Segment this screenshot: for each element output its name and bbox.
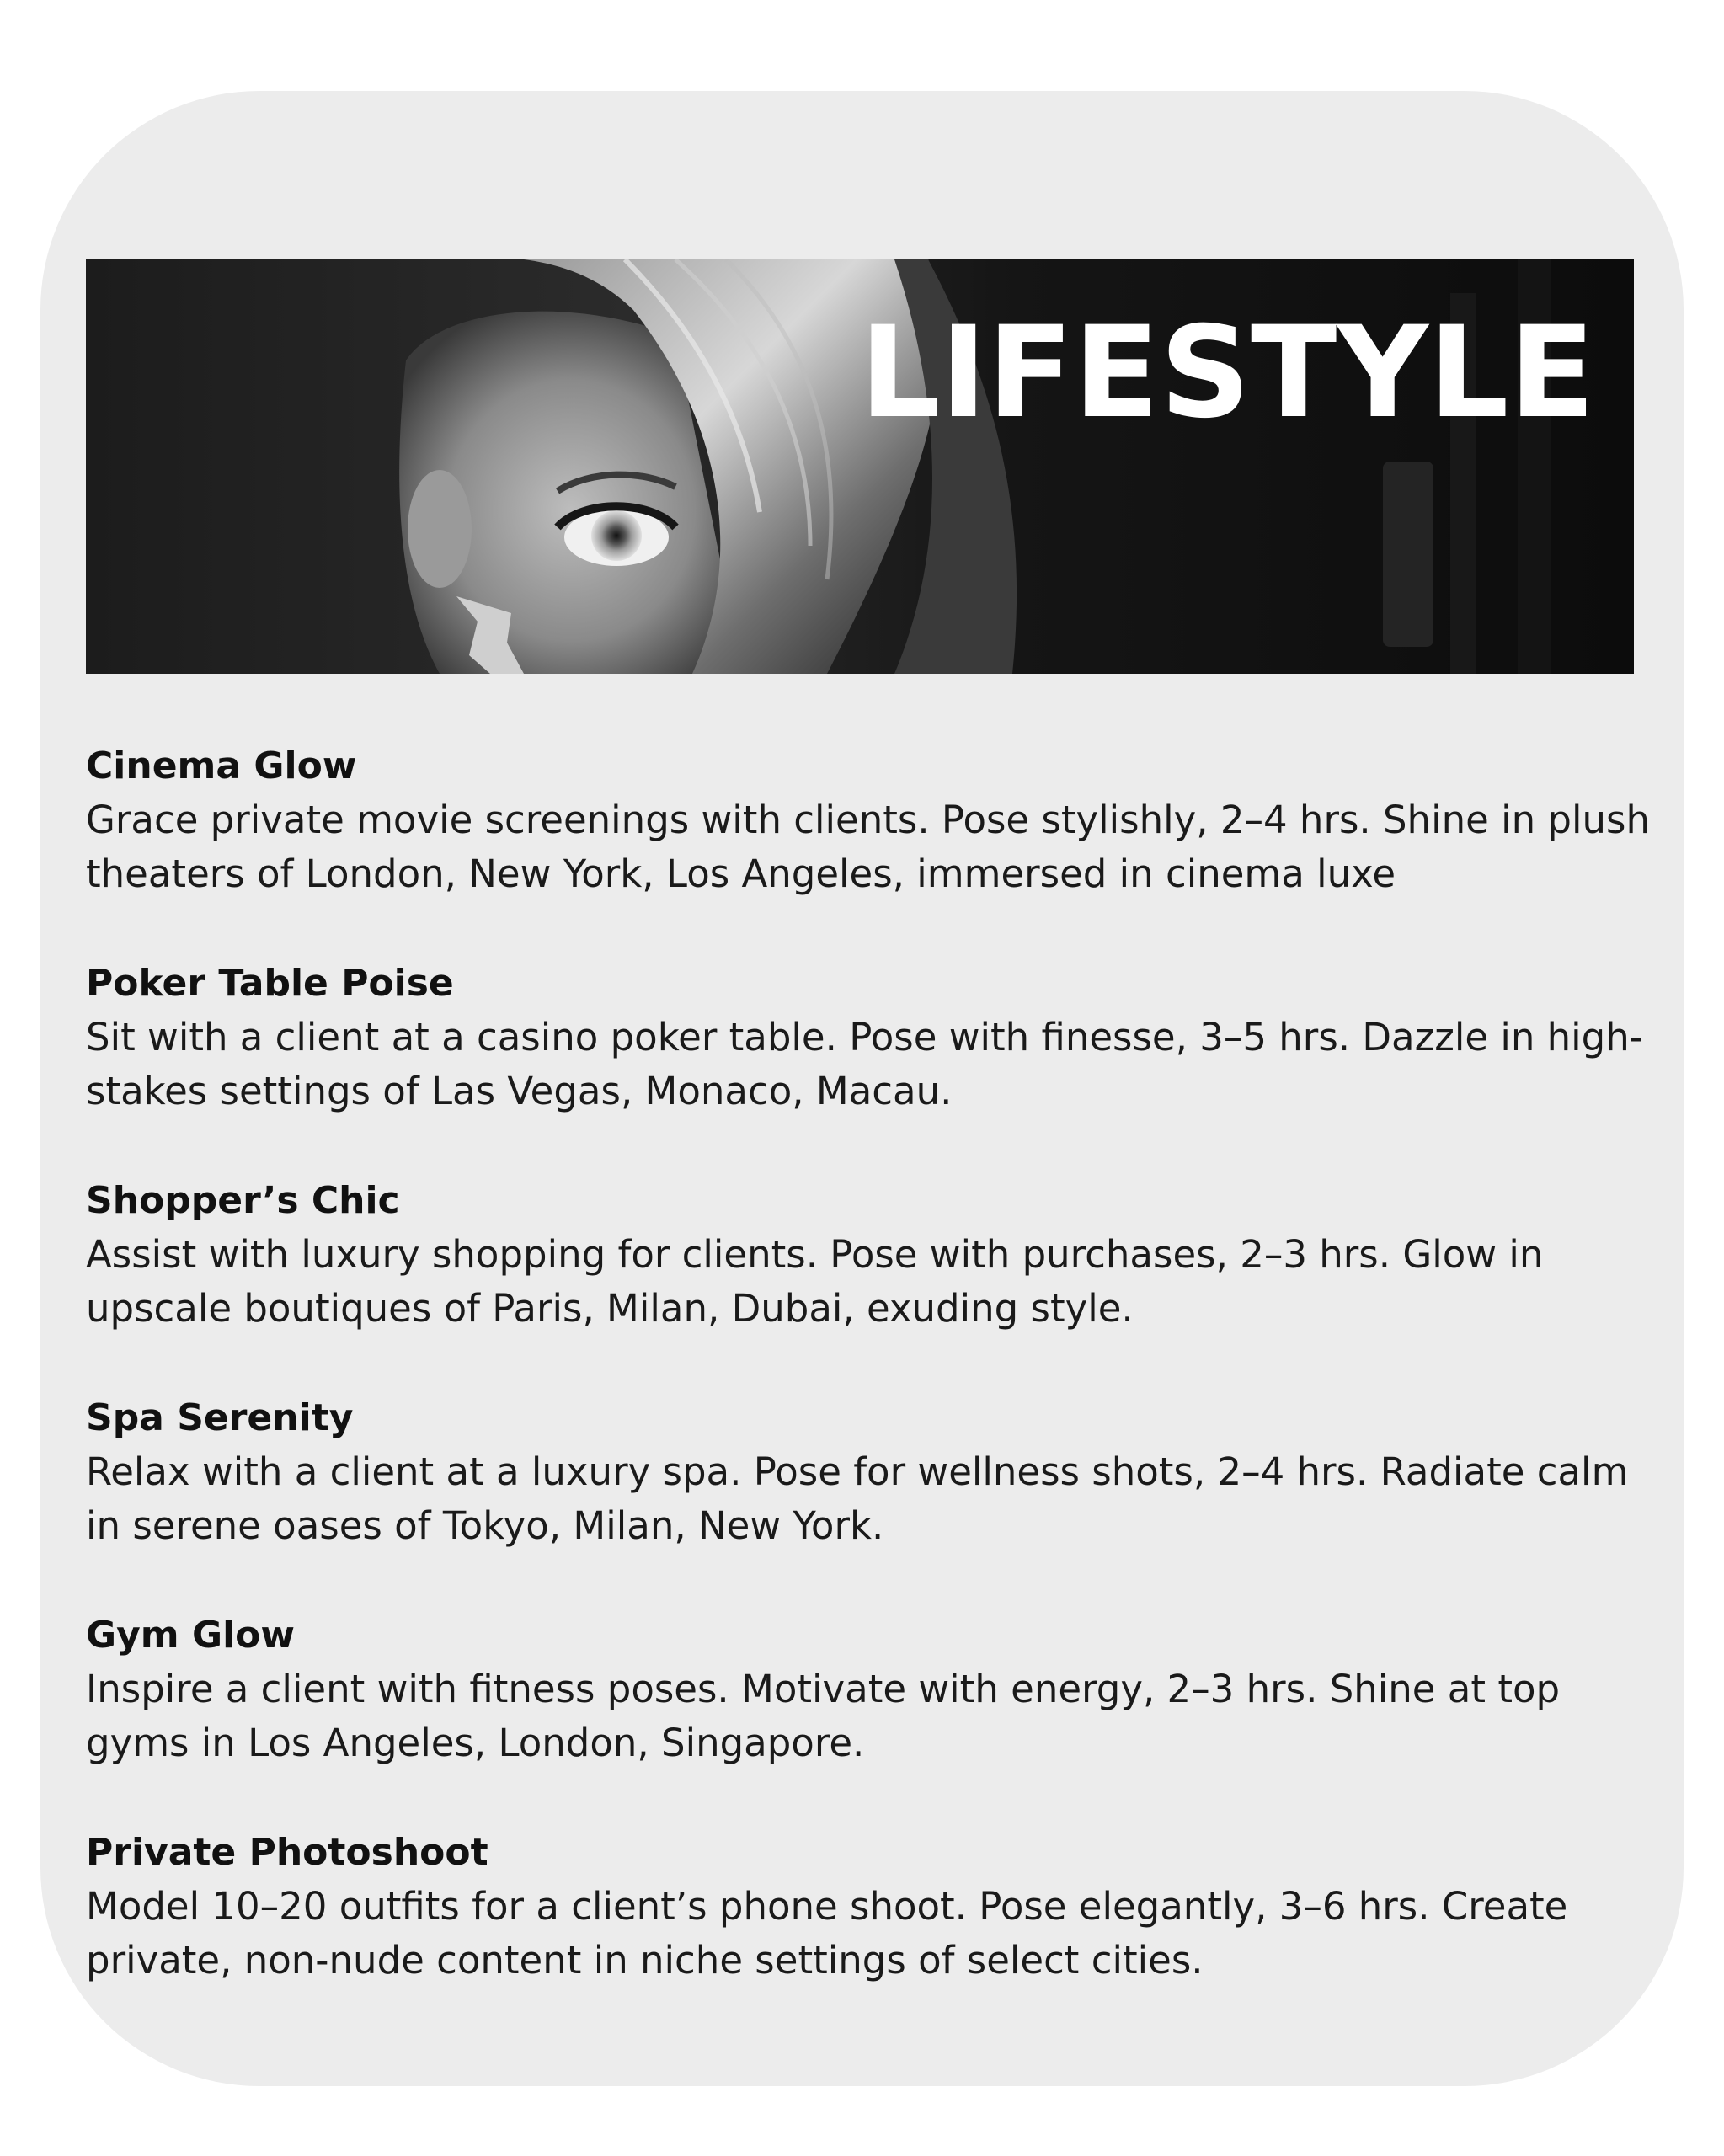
service-description: Assist with luxury shopping for clients. Pose with purchases, 2–3 hrs. Glow in upscale boutiques of Paris, Milan, Dubai, exuding style. bbox=[86, 1232, 1544, 1331]
service-title: Private Photoshoot bbox=[86, 1831, 488, 1874]
list-item bbox=[86, 957, 1652, 1118]
service-title: Shopper’s Chic bbox=[86, 1179, 400, 1222]
list-item bbox=[86, 1826, 1652, 1988]
service-description: Sit with a client at a casino poker table. Pose with finesse, 3–5 hrs. Dazzle in high-stakes settings of Las Vegas, Monaco, Macau. bbox=[86, 1015, 1643, 1113]
list-item bbox=[86, 1174, 1652, 1336]
service-title: Poker Table Poise bbox=[86, 962, 454, 1005]
service-title: Gym Glow bbox=[86, 1614, 296, 1657]
service-title: Spa Serenity bbox=[86, 1396, 354, 1439]
list-item bbox=[86, 1391, 1652, 1553]
lifestyle-banner bbox=[86, 259, 1634, 674]
services-list bbox=[86, 739, 1652, 2043]
list-item bbox=[86, 1609, 1652, 1770]
list-item bbox=[86, 739, 1652, 901]
service-description: Model 10–20 outfits for a client’s phone shoot. Pose elegantly, 3–6 hrs. Create private, non-nude content in niche settings of select cities. bbox=[86, 1884, 1568, 1983]
banner-title: LIFESTYLE bbox=[859, 300, 1595, 446]
service-title: Cinema Glow bbox=[86, 744, 357, 787]
service-description: Relax with a client at a luxury spa. Pose for wellness shots, 2–4 hrs. Radiate calm in serene oases of Tokyo, Milan, New York. bbox=[86, 1449, 1629, 1548]
service-description: Grace private movie screenings with clients. Pose stylishly, 2–4 hrs. Shine in plush theaters of London, New York, Los Angeles, immersed in cinema luxe bbox=[86, 798, 1650, 896]
service-description: Inspire a client with fitness poses. Motivate with energy, 2–3 hrs. Shine at top gyms in Los Angeles, London, Singapore. bbox=[86, 1667, 1561, 1765]
